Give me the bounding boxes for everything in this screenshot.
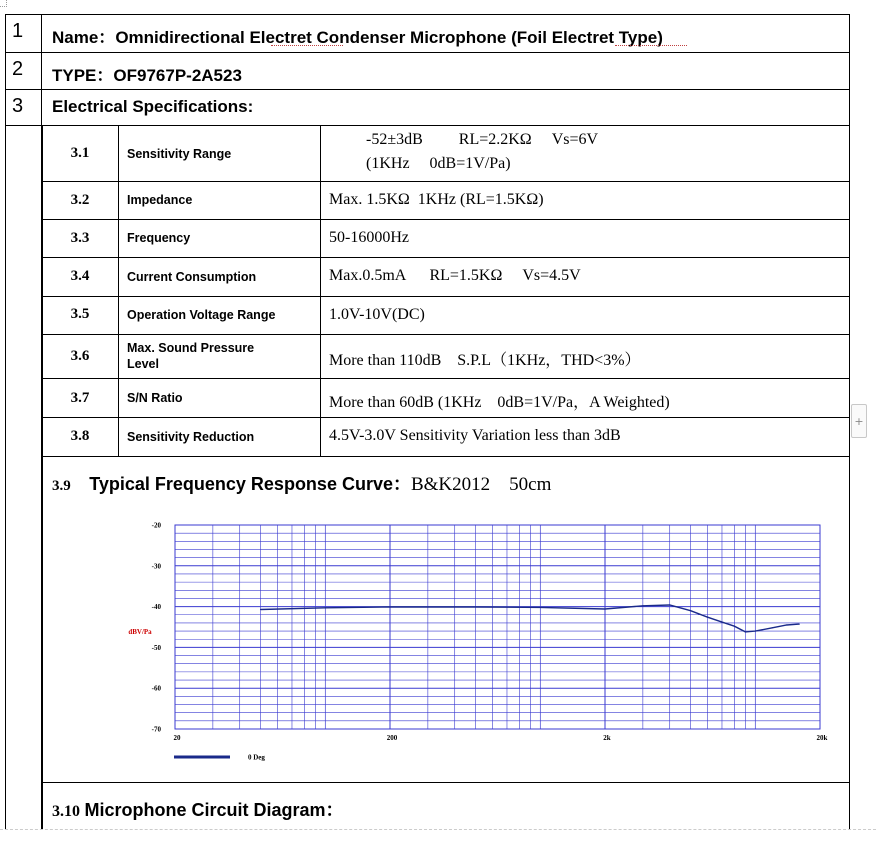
spec-row-divider	[42, 378, 849, 379]
spec-label: Sensitivity Reduction	[127, 430, 255, 444]
page-corner-mark	[0, 0, 7, 7]
row-divider	[5, 89, 849, 90]
spec-value: 1.0V-10V(DC)	[329, 306, 425, 323]
curve-section-method: B&K2012 50cm	[410, 474, 552, 495]
spec-value: Max.0.5mA RL=1.5KΩ Vs=4.5V	[329, 267, 581, 284]
data-point	[707, 617, 708, 618]
data-point	[799, 624, 800, 625]
y-tick-label: -60	[151, 684, 161, 693]
spec-value: More than 110dB S.P.L（1KHz，THD<3%）	[329, 352, 641, 369]
spec-label: Sensitivity Range	[127, 147, 232, 161]
spec-label: S/N Ratio	[127, 391, 183, 405]
circuit-box-left	[42, 782, 43, 829]
product-type: TYPE：OF9767P-2A523	[52, 66, 242, 85]
add-button[interactable]: +	[851, 404, 867, 438]
spec-value: More than 60dB (1KHz 0dB=1V/Pa，A Weighted)	[329, 394, 670, 411]
spec-label: Current Consumption	[127, 270, 257, 284]
y-tick-label: -70	[151, 725, 161, 734]
plot-frame	[175, 525, 820, 729]
y-tick-label: -30	[151, 562, 161, 571]
row-number: 3	[12, 95, 24, 117]
data-point	[690, 610, 691, 611]
y-tick-label: -40	[151, 603, 161, 612]
curve-section-number: 3.9	[52, 478, 71, 494]
spec-label: Level	[127, 357, 159, 371]
spec-row-divider	[42, 181, 849, 182]
table-border-right	[849, 14, 850, 829]
spec-col-divider	[118, 126, 119, 456]
spec-number: 3.5	[70, 306, 90, 322]
spellcheck-underline	[615, 42, 687, 46]
data-point	[786, 624, 787, 625]
data-point	[604, 608, 605, 609]
spec-table-bottom	[42, 456, 849, 457]
data-point	[721, 622, 722, 623]
spec-number: 3.7	[70, 390, 90, 406]
y-axis-label: dBV/Pa	[128, 628, 152, 636]
x-tick-label: 200	[386, 734, 398, 742]
curve-section-title: Typical Frequency Response Curve：	[89, 474, 411, 494]
x-tick-label: 20	[173, 734, 181, 742]
data-point	[475, 606, 476, 607]
data-point	[642, 605, 643, 606]
data-point	[540, 607, 541, 608]
circuit-section-title: Microphone Circuit Diagram：	[84, 800, 344, 820]
table-border-left	[5, 14, 6, 829]
spec-value: Max. 1.5KΩ 1KHz (RL=1.5KΩ)	[329, 191, 544, 208]
y-tick-label: -20	[151, 521, 161, 530]
circuit-section-heading	[52, 796, 343, 822]
spec-value: 50-16000Hz	[329, 229, 409, 246]
spec-label: Operation Voltage Range	[127, 308, 276, 322]
series-line-0-deg	[261, 605, 800, 632]
row-divider	[5, 52, 849, 53]
spec-col-divider	[320, 126, 321, 456]
y-tick-label: -50	[151, 643, 161, 652]
curve-section-heading	[52, 470, 551, 496]
data-point	[669, 604, 670, 605]
spellcheck-underline	[271, 42, 343, 46]
data-point	[772, 627, 773, 628]
spec-value: (1KHz 0dB=1V/Pa)	[366, 155, 511, 172]
spec-number: 3.3	[70, 230, 90, 246]
x-tick-label: 2k	[603, 734, 611, 742]
circuit-section-number: 3.10	[52, 803, 80, 820]
spec-row-divider	[42, 219, 849, 220]
data-point	[389, 606, 390, 607]
curve-box-left	[42, 456, 43, 782]
spec-number: 3.8	[70, 428, 90, 444]
spec-value: 4.5V-3.0V Sensitivity Variation less than 3dB	[329, 427, 621, 444]
table-border-top	[5, 14, 849, 15]
spec-row-divider	[42, 417, 849, 418]
spec-number: 3.4	[70, 268, 90, 284]
data-point	[260, 609, 261, 610]
spec-label: Max. Sound Pressure	[127, 341, 255, 355]
legend-label: 0 Deg	[248, 753, 265, 762]
product-name-value: Omnidirectional Electret Condenser Microphone (Foil Electret Type)	[115, 28, 663, 47]
row-number: 1	[12, 20, 24, 42]
spec-row-divider	[42, 296, 849, 297]
data-point	[734, 626, 735, 627]
data-point	[325, 607, 326, 608]
product-name-label: Name：	[52, 28, 116, 47]
spec-number: 3.6	[70, 348, 90, 364]
row-number: 2	[12, 58, 24, 80]
spec-row-divider	[42, 257, 849, 258]
spec-label: Frequency	[127, 231, 191, 245]
spec-number: 3.1	[70, 145, 90, 161]
x-tick-label: 20k	[816, 734, 828, 742]
section-heading: Electrical Specifications:	[52, 97, 254, 116]
curve-box-bottom	[42, 782, 849, 783]
row-divider	[5, 125, 849, 126]
spec-row-divider	[42, 334, 849, 335]
frequency-response-chart	[100, 515, 840, 775]
spec-number: 3.2	[70, 192, 90, 208]
data-point	[755, 630, 756, 631]
product-name	[52, 23, 663, 48]
spec-value: -52±3dB RL=2.2KΩ Vs=6V	[366, 131, 599, 148]
data-point	[745, 631, 746, 632]
spec-label: Impedance	[127, 193, 193, 207]
page-break-line	[0, 829, 876, 830]
